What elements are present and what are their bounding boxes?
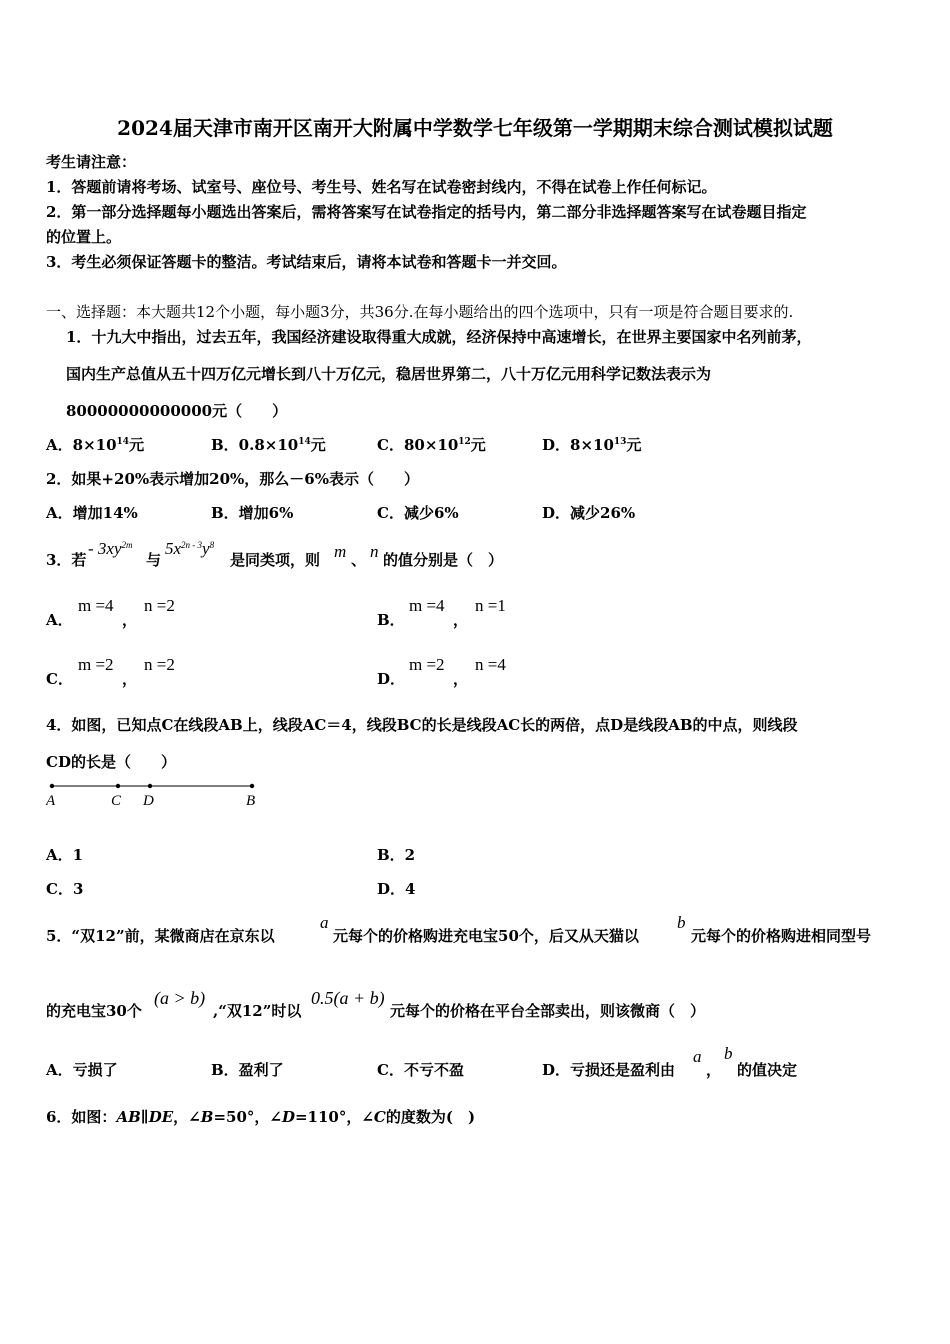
q1-stem-line3: 80000000000000元（ ） [66, 402, 288, 420]
q6-stem: 6．如图：AB∥DE，∠B=50°，∠D=110°，∠C的度数为( ) [46, 1108, 476, 1126]
q5-option-d-tail: 的值决定 [737, 1061, 798, 1079]
q4-segment-figure [46, 778, 276, 810]
q3-option-c-label: C． [46, 670, 73, 688]
q3-option-a-m: m =4 [78, 596, 114, 615]
q4-option-c: C．3 [46, 880, 84, 898]
q3-tail1: 是同类项，则 [230, 551, 321, 569]
q3-option-b-n: n =1 [475, 596, 506, 615]
q3-term1: - $3xy^{2m}$ [88, 539, 133, 558]
notice-header: 考生请注意： [46, 153, 137, 171]
q3-option-a-comma: ， [122, 611, 138, 629]
q3-option-c-comma: ， [122, 670, 138, 688]
point-b-label: B [246, 793, 256, 809]
q1-option-d: D．$8\times 10^{13}$元 [542, 436, 642, 454]
q5-var-b: b [677, 913, 686, 932]
q3-option-b-label: B． [377, 611, 405, 629]
point-c-label: C [111, 793, 122, 809]
q4-option-d: D．4 [377, 880, 416, 898]
q3-term2: $5x^{2n - 3}y^8$ [165, 539, 215, 558]
q5-price: 0.5(a + b) [311, 988, 385, 1008]
q3-option-d-comma: ， [453, 670, 469, 688]
q5-option-d-a: a [693, 1047, 702, 1066]
point-a-dot [50, 784, 54, 788]
q3-option-c-n: n =2 [144, 655, 175, 674]
notice-item-1: 1．答题前请将考场、试室号、座位号、考生号、姓名写在试卷密封线内，不得在试卷上作任何标记。 [46, 178, 717, 196]
q2-option-a: A．增加14% [46, 504, 138, 522]
point-c-dot [116, 784, 120, 788]
q4-stem-line2: CD的长是（ ） [46, 753, 176, 771]
page-title: 2024届天津市南开区南开大附属中学数学七年级第一学期期末综合测试模拟试题 [117, 116, 833, 140]
q3-var-m: m [334, 542, 347, 561]
q5-mid1: 元每个的价格购进充电宝50个，后又从天猫以 [333, 927, 639, 945]
point-d-dot [148, 784, 152, 788]
q3-mid: 与 [146, 551, 162, 569]
q3-option-b-m: m =4 [409, 596, 445, 615]
q1-option-a: A．$8\times 10^{14}$元 [46, 436, 145, 454]
q3-option-d-n: n =4 [475, 655, 506, 674]
q1-stem-line2: 国内生产总值从五十四万亿元增长到八十万亿元，稳居世界第二，八十万亿元用科学记数法表示为 [66, 365, 712, 383]
q3-tail2: 的值分别是（ ） [383, 551, 504, 569]
q4-option-b: B．2 [377, 846, 416, 864]
notice-item-3: 3．考生必须保证答题卡的整洁。考试结束后，请将本试卷和答题卡一并交回。 [46, 253, 567, 271]
q3-option-a-n: n =2 [144, 596, 175, 615]
q3-option-b-comma: ， [453, 611, 469, 629]
q5-var-a: a [320, 913, 329, 932]
q5-option-d-comma: ， [706, 1061, 722, 1079]
q5-line2-tail: 元每个的价格在平台全部卖出，则该微商（ ） [390, 1002, 706, 1020]
q1-option-b: B．$0.8\times 10^{14}$元 [211, 436, 326, 454]
q3-var-n: n [370, 542, 379, 561]
q3-option-c-m: m =2 [78, 655, 114, 674]
q1-option-c: C．$80\times 10^{12}$元 [377, 436, 486, 454]
point-a-label: A [46, 793, 56, 809]
q3-option-a-label: A． [46, 611, 73, 629]
notice-item-2-cont: 的位置上。 [46, 228, 122, 246]
section-header: 一、选择题：本大题共12个小题，每小题3分，共36分.在每小题给出的四个选项中，只有一项是符合题目要求的. [46, 303, 794, 321]
q5-mid2: 元每个的价格购进相同型号 [691, 927, 872, 945]
q5-option-d-b: b [724, 1044, 733, 1063]
q2-stem: 2．如果+20%表示增加20%，那么－6%表示（ ） [46, 470, 419, 488]
q5-line2-mid: ,“双12”时以 [213, 1002, 302, 1020]
point-b-dot [250, 784, 254, 788]
q5-option-a: A．亏损了 [46, 1061, 118, 1079]
q5-condition: (a > b) [154, 988, 206, 1008]
q5-option-c: C．不亏不盈 [377, 1061, 464, 1079]
q2-option-d: D．减少26% [542, 504, 636, 522]
q3-option-d-label: D． [377, 670, 406, 688]
q5-option-b: B．盈利了 [211, 1061, 284, 1079]
q3-option-d-m: m =2 [409, 655, 445, 674]
q5-lead: 5．“双12”前，某微商店在京东以 [46, 927, 275, 945]
q3-lead: 3．若 [46, 551, 87, 569]
q4-stem-line1: 4．如图，已知点C在线段AB上，线段AC＝4，线段BC的长是线段AC长的两倍，点D是线段AB的中点，则线段 [46, 716, 798, 734]
q2-option-b: B．增加6% [211, 504, 294, 522]
q4-option-a: A．1 [46, 846, 84, 864]
q5-option-d-lead: D．亏损还是盈利由 [542, 1061, 676, 1079]
q1-stem-line1: 1．十九大中指出，过去五年，我国经济建设取得重大成就，经济保持中高速增长，在世界主要国家中名列前茅， [66, 328, 812, 346]
point-d-label: D [143, 793, 154, 809]
q2-option-c: C．减少6% [377, 504, 459, 522]
q5-line2-lead: 的充电宝30个 [46, 1002, 142, 1020]
q3-sep: 、 [351, 551, 367, 569]
notice-item-2: 2．第一部分选择题每小题选出答案后，需将答案写在试卷指定的括号内，第二部分非选择题答案写在试卷题目指定 [46, 203, 807, 221]
